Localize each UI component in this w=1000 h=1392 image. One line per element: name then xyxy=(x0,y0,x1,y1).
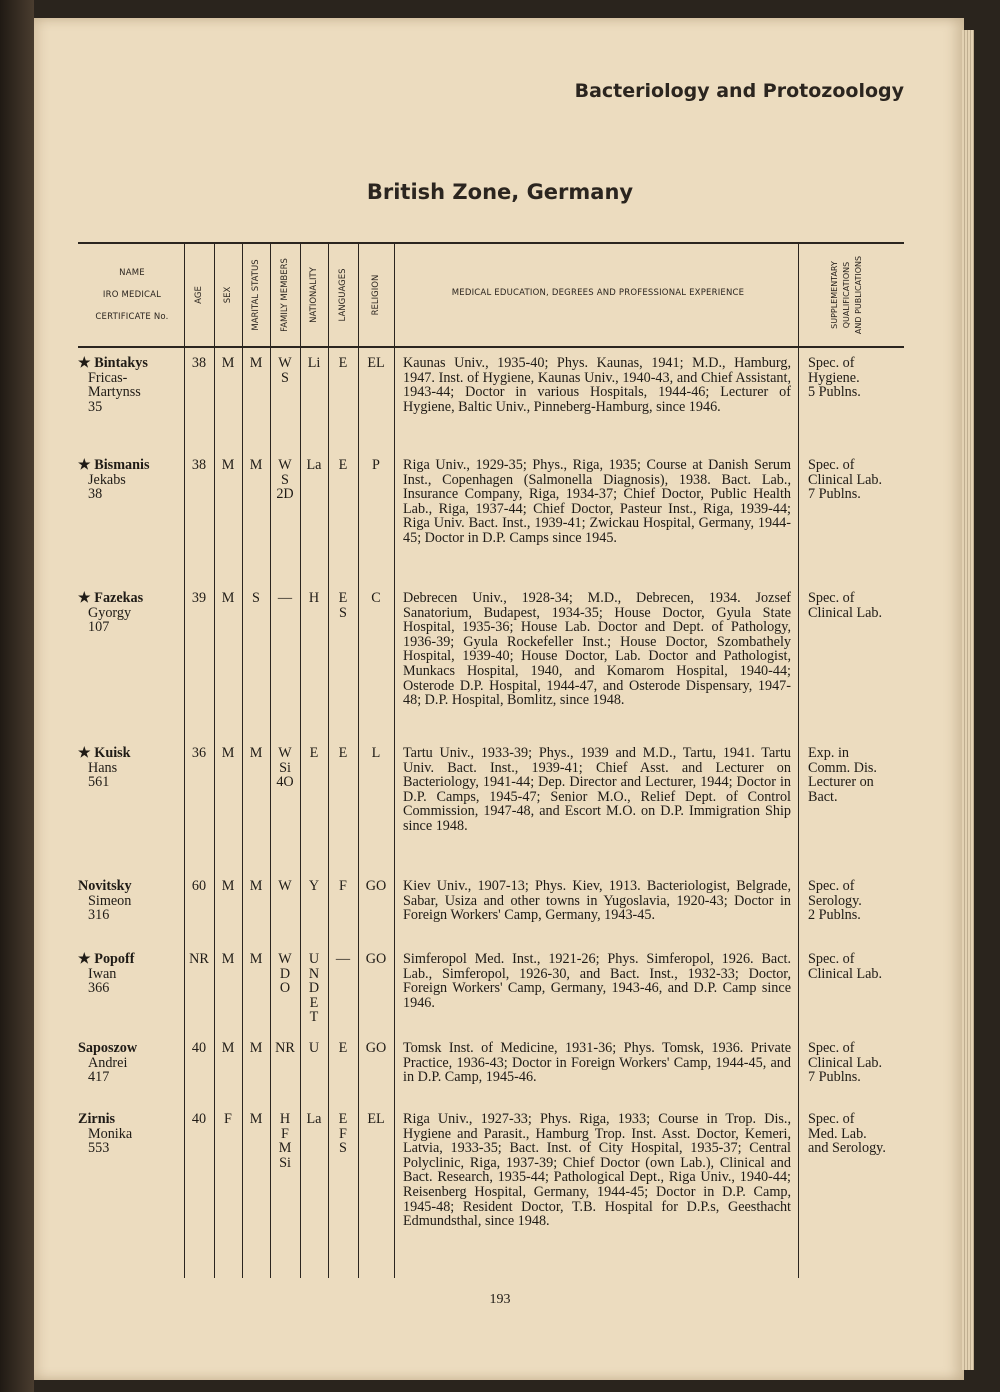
languages-value: E xyxy=(338,590,348,606)
supplementary-line: Clinical Lab. xyxy=(808,604,883,621)
star-icon: ★ xyxy=(78,457,91,473)
family-value: Si xyxy=(279,1154,291,1171)
surname-text: Bintakys xyxy=(94,355,148,371)
age-cell: 60 xyxy=(191,878,207,894)
supplementary-line: Spec. of xyxy=(808,878,855,894)
family-cell xyxy=(270,591,300,606)
family-value: F xyxy=(281,1125,289,1142)
nationality-value: E xyxy=(309,994,319,1011)
page-number: 193 xyxy=(489,1292,511,1307)
family-value: 4O xyxy=(276,774,294,791)
supplementary-line: Lecturer on xyxy=(808,774,874,791)
marital-cell: M xyxy=(249,878,263,894)
name-cell xyxy=(78,1112,182,1156)
nationality-value: N xyxy=(308,965,320,982)
sex-cell: M xyxy=(221,1040,235,1056)
supplementary-line: Comm. Dis. xyxy=(808,759,877,776)
age-cell: 38 xyxy=(191,457,207,473)
family-value: M xyxy=(278,1140,292,1157)
education-cell: Tartu Univ., 1933-39; Phys., 1939 and M.D., Tartu, 1941. Tartu Univ. Bact. Inst., 1939-41; Chief Asst. and Lecturer on Bacteriology, 1941-44; Dep. Director and Lecturer, 1944; Doctor in D.P. Camps, 1945-47; Senior M.O., Relief Dept. of Control Commission, 1947-48, and Escort M.O. on D.P. Immigration Ship since 1948. xyxy=(403,745,791,834)
age-cell: 40 xyxy=(191,1111,207,1127)
religion-cell: C xyxy=(371,590,381,606)
sex-cell: M xyxy=(221,355,235,371)
languages-value: — xyxy=(335,951,351,967)
given-name: Monika xyxy=(88,1125,133,1142)
nationality-cell xyxy=(300,746,328,761)
header-sex: SEX xyxy=(223,286,233,304)
nationality-value: E xyxy=(309,745,319,761)
family-cell xyxy=(270,1112,300,1170)
age-cell: 40 xyxy=(191,1040,207,1056)
star-icon: ★ xyxy=(78,355,91,371)
supplementary-cell xyxy=(808,356,908,400)
name-cell xyxy=(78,458,182,502)
languages-cell xyxy=(328,746,358,761)
star-icon: ★ xyxy=(78,590,91,606)
certificate-number: 366 xyxy=(88,980,110,997)
religion-cell: P xyxy=(372,457,380,473)
book-gutter xyxy=(0,0,34,1392)
surname xyxy=(78,1112,182,1127)
given-name: Andrei xyxy=(88,1054,128,1071)
section-title: Bacteriology and Protozoology xyxy=(574,80,904,102)
sex-cell: M xyxy=(221,745,235,761)
sex-cell: M xyxy=(221,590,235,606)
family-cell xyxy=(270,1041,300,1056)
given-name: Gyorgy xyxy=(88,604,132,621)
languages-value: E xyxy=(338,457,348,473)
education-cell: Simferopol Med. Inst., 1921-26; Phys. Simferopol, 1926. Bact. Lab., Simferopol, 1926-30, and Bact. Inst., 1932-33; Doctor, Foreign Workers' Camp, Germany, 1943-46, and D.P. Camp since 1946. xyxy=(403,951,791,1011)
supplementary-cell xyxy=(808,746,908,804)
supplementary-line: Clinical Lab. xyxy=(808,965,883,982)
star-icon: ★ xyxy=(78,745,91,761)
languages-value: F xyxy=(339,1125,347,1142)
family-value: 2D xyxy=(276,486,294,503)
header-supp-line2: QUALIFICATIONS xyxy=(842,261,851,329)
given-name: Simeon xyxy=(88,892,132,909)
nationality-cell xyxy=(300,879,328,894)
supplementary-line: Spec. of xyxy=(808,590,855,606)
religion-cell: GO xyxy=(365,951,387,967)
col-divider-religion xyxy=(394,242,395,1278)
nationality-value: La xyxy=(306,457,322,473)
supplementary-cell xyxy=(808,1112,908,1156)
certificate-number: 316 xyxy=(88,907,110,924)
surname xyxy=(78,591,182,606)
header-supp-line3: AND PUBLICATIONS xyxy=(854,255,863,335)
languages-value: E xyxy=(338,1111,348,1127)
family-value: W xyxy=(278,878,292,894)
surname-text: Bismanis xyxy=(94,457,150,473)
languages-value: E xyxy=(338,1040,348,1056)
nationality-cell xyxy=(300,458,328,473)
star-icon: ★ xyxy=(78,951,91,967)
marital-cell: M xyxy=(249,745,263,761)
education-cell: Kiev Univ., 1907-13; Phys. Kiev, 1913. Bacteriologist, Belgrade, Sabar, Usiza and other towns in Yugoslavia, 1920-43; Doctor in Foreign Workers' Camp, Germany, 1943-45. xyxy=(403,878,791,924)
family-value: — xyxy=(277,590,293,606)
name-cell xyxy=(78,952,182,996)
nationality-cell xyxy=(300,952,328,1025)
family-value: O xyxy=(279,980,291,997)
family-cell xyxy=(270,356,300,385)
family-value: Si xyxy=(279,759,291,776)
header-name-line3: CERTIFICATE No. xyxy=(95,312,169,322)
family-cell xyxy=(270,458,300,502)
family-cell xyxy=(270,952,300,996)
header-family-members: FAMILY MEMBERS xyxy=(280,258,290,332)
family-value: D xyxy=(279,965,291,982)
age-cell: 38 xyxy=(191,355,207,371)
age-cell: 36 xyxy=(191,745,207,761)
certificate-number: 561 xyxy=(88,774,110,791)
header-education: MEDICAL EDUCATION, DEGREES AND PROFESSIONAL EXPERIENCE xyxy=(451,288,745,298)
supplementary-cell xyxy=(808,458,908,502)
languages-cell xyxy=(328,1112,358,1156)
certificate-number: 417 xyxy=(88,1069,110,1086)
given-name: Fricas- xyxy=(88,369,128,386)
header-religion: RELIGION xyxy=(371,274,381,316)
col-divider-education xyxy=(798,242,799,1278)
nationality-value: Y xyxy=(308,878,320,894)
header-name xyxy=(82,262,182,328)
header-name-line1: NAME xyxy=(119,268,145,278)
languages-value: E xyxy=(338,355,348,371)
name-cell xyxy=(78,356,182,414)
header-supp-line1: SUPPLEMENTARY xyxy=(830,261,839,329)
languages-value: S xyxy=(339,604,347,621)
header-name-line2: IRO MEDICAL xyxy=(102,290,162,300)
header-age: AGE xyxy=(194,286,204,304)
family-value: H xyxy=(279,1111,291,1127)
nationality-value: H xyxy=(308,590,320,606)
family-value: W xyxy=(278,457,292,473)
religion-cell: GO xyxy=(365,878,387,894)
supplementary-line: Bact. xyxy=(808,788,838,805)
supplementary-line: 5 Publns. xyxy=(808,384,861,401)
given-name: Jekabs xyxy=(88,471,126,488)
nationality-cell xyxy=(300,356,328,371)
supplementary-line: 7 Publns. xyxy=(808,1069,861,1086)
certificate-number: 553 xyxy=(88,1140,110,1157)
supplementary-line: 2 Publns. xyxy=(808,907,861,924)
nationality-cell xyxy=(300,1112,328,1127)
religion-cell: L xyxy=(371,745,381,761)
religion-cell: EL xyxy=(367,355,385,371)
supplementary-cell xyxy=(808,952,908,981)
surname-text: Saposzow xyxy=(78,1040,138,1056)
religion-cell: GO xyxy=(365,1040,387,1056)
nationality-value: T xyxy=(309,1009,319,1026)
supplementary-line: 7 Publns. xyxy=(808,486,861,503)
languages-value: S xyxy=(339,1140,347,1157)
nationality-value: Li xyxy=(307,355,321,371)
education-cell: Riga Univ., 1927-33; Phys. Riga, 1933; Course in Trop. Dis., Hygiene and Parasit., Hamburg Trop. Inst. Asst. Doctor, Kemeri, Latvia, 1933-35; Bact. Inst. of City Hospital, 1935-37; Central Polyclinic, Riga, 1937-39; Chief Doctor (own Lab.), Clinical and Bact. Research, 1935-44; Pathological Dept., Riga Univ., 1940-44; Reisenberg Hospital, Germany, 1944-45; Doctor in D.P. Camp, 1945-48; Resident Doctor, T.B. Hospital for D.P.s, Geesthacht Edmundsthal, since 1948. xyxy=(403,1111,791,1230)
family-value: NR xyxy=(275,1040,295,1056)
supplementary-cell xyxy=(808,1041,908,1085)
header-nationality: NATIONALITY xyxy=(309,267,319,323)
supplementary-line: Spec. of xyxy=(808,355,855,371)
education-cell: Kaunas Univ., 1935-40; Phys. Kaunas, 1941; M.D., Hamburg, 1947. Inst. of Hygiene, Kaunas Univ., 1940-43, and Chief Assistant, 1943-44; Doctor in various Hospitals, 1944-46; Lecturer of Hygiene, Baltic Univ., Pinneberg-Hamburg, since 1946. xyxy=(403,355,791,415)
surname-text: Zirnis xyxy=(78,1111,116,1127)
family-cell xyxy=(270,879,300,894)
surname xyxy=(78,952,182,967)
supplementary-line: Clinical Lab. xyxy=(808,471,883,488)
surname xyxy=(78,879,182,894)
marital-cell: M xyxy=(249,951,263,967)
certificate-number: 107 xyxy=(88,619,110,636)
supplementary-line: Clinical Lab. xyxy=(808,1054,883,1071)
religion-cell: EL xyxy=(367,1111,385,1127)
age-cell: 39 xyxy=(191,590,207,606)
age-cell: NR xyxy=(189,951,209,967)
supplementary-line: Med. Lab. xyxy=(808,1125,867,1142)
languages-cell xyxy=(328,879,358,894)
family-value: W xyxy=(278,355,292,371)
supplementary-cell xyxy=(808,879,908,923)
supplementary-line: Serology. xyxy=(808,892,862,909)
certificate-number: 38 xyxy=(88,486,103,503)
name-cell xyxy=(78,591,182,635)
languages-cell xyxy=(328,952,358,967)
surname-text: Fazekas xyxy=(94,590,144,606)
nationality-value: U xyxy=(308,951,320,967)
sex-cell: M xyxy=(221,878,235,894)
supplementary-cell xyxy=(808,591,908,620)
supplementary-line: Exp. in xyxy=(808,745,849,761)
languages-cell xyxy=(328,458,358,473)
languages-cell xyxy=(328,591,358,620)
supplementary-line: Hygiene. xyxy=(808,369,860,386)
languages-value: E xyxy=(338,745,348,761)
nationality-value: U xyxy=(308,1040,320,1056)
name-cell xyxy=(78,746,182,790)
marital-cell: M xyxy=(249,1040,263,1056)
marital-cell: M xyxy=(249,457,263,473)
languages-cell xyxy=(328,1041,358,1056)
education-cell: Debrecen Univ., 1928-34; M.D., Debrecen, 1934. Jozsef Sanatorium, Budapest, 1934-35; House Doctor, Gyula State Hospital, 1935-36; House Lab. Doctor and Dept. of Pathology, 1936-39; Gyula Rockefeller Inst.; House Doctor, Szombathely Hospital, 1939-40; House Doctor, Lab. Doctor and Pathologist, Munkacs Hospital, 1940, and Komarom Hospital, 1940-44; Osterode D.P. Hospital, 1944-47, and Osterode Dispensary, 1947-48; D.P. Hospital, Bomlitz, since 1948. xyxy=(403,590,791,709)
languages-cell xyxy=(328,356,358,371)
given-name: Hans xyxy=(88,759,118,776)
surname-text: Kuisk xyxy=(94,745,131,761)
sex-cell: M xyxy=(221,457,235,473)
languages-value: F xyxy=(339,878,347,894)
marital-cell: M xyxy=(249,355,263,371)
sex-cell: M xyxy=(221,951,235,967)
given-name: Iwan xyxy=(88,965,117,982)
family-value: S xyxy=(281,369,289,386)
certificate-number: 35 xyxy=(88,398,103,415)
supplementary-line: Spec. of xyxy=(808,1040,855,1056)
supplementary-line: Spec. of xyxy=(808,457,855,473)
name-cell xyxy=(78,1041,182,1085)
supplementary-line: Spec. of xyxy=(808,1111,855,1127)
header-supplementary xyxy=(829,240,871,350)
family-value: W xyxy=(278,745,292,761)
education-cell: Tomsk Inst. of Medicine, 1931-36; Phys. Tomsk, 1936. Private Practice, 1936-43; Doctor in Foreign Workers' Camp, 1944-45, and in D.P. Camp, 1945-46. xyxy=(403,1040,791,1086)
surname-text: Popoff xyxy=(94,951,135,967)
family-cell xyxy=(270,746,300,790)
supplementary-line: Spec. of xyxy=(808,951,855,967)
surname xyxy=(78,356,182,371)
header-languages: LANGUAGES xyxy=(338,268,348,322)
surname xyxy=(78,746,182,761)
zone-title: British Zone, Germany xyxy=(366,180,634,204)
surname-text: Novitsky xyxy=(78,878,132,894)
name-cell xyxy=(78,879,182,923)
surname xyxy=(78,458,182,473)
marital-cell: S xyxy=(252,590,260,606)
nationality-cell xyxy=(300,591,328,606)
given-name: Martynss xyxy=(88,384,141,401)
nationality-value: La xyxy=(306,1111,322,1127)
family-value: W xyxy=(278,951,292,967)
family-value: S xyxy=(281,471,289,488)
nationality-cell xyxy=(300,1041,328,1056)
sex-cell: F xyxy=(224,1111,232,1127)
surname xyxy=(78,1041,182,1056)
page-stack-edge xyxy=(962,30,974,1370)
marital-cell: M xyxy=(249,1111,263,1127)
nationality-value: D xyxy=(308,980,320,997)
education-cell: Riga Univ., 1929-35; Phys., Riga, 1935; Course at Danish Serum Inst., Copenhagen (Salmonella Diagnosis), 1938. Bact. Lab., Insurance Company, Riga, 1934-37; Chief Doctor, Public Health Lab., Riga, 1937-44; Chief Doctor, Pasteur Inst., Riga, 1939-44; Riga Univ. Bact. Inst., 1939-41; Zwickau Hospital, Germany, 1944-45; Doctor in D.P. Camps since 1945. xyxy=(403,457,791,546)
header-marital-status: MARITAL STATUS xyxy=(251,259,261,331)
supplementary-line: and Serology. xyxy=(808,1140,886,1157)
